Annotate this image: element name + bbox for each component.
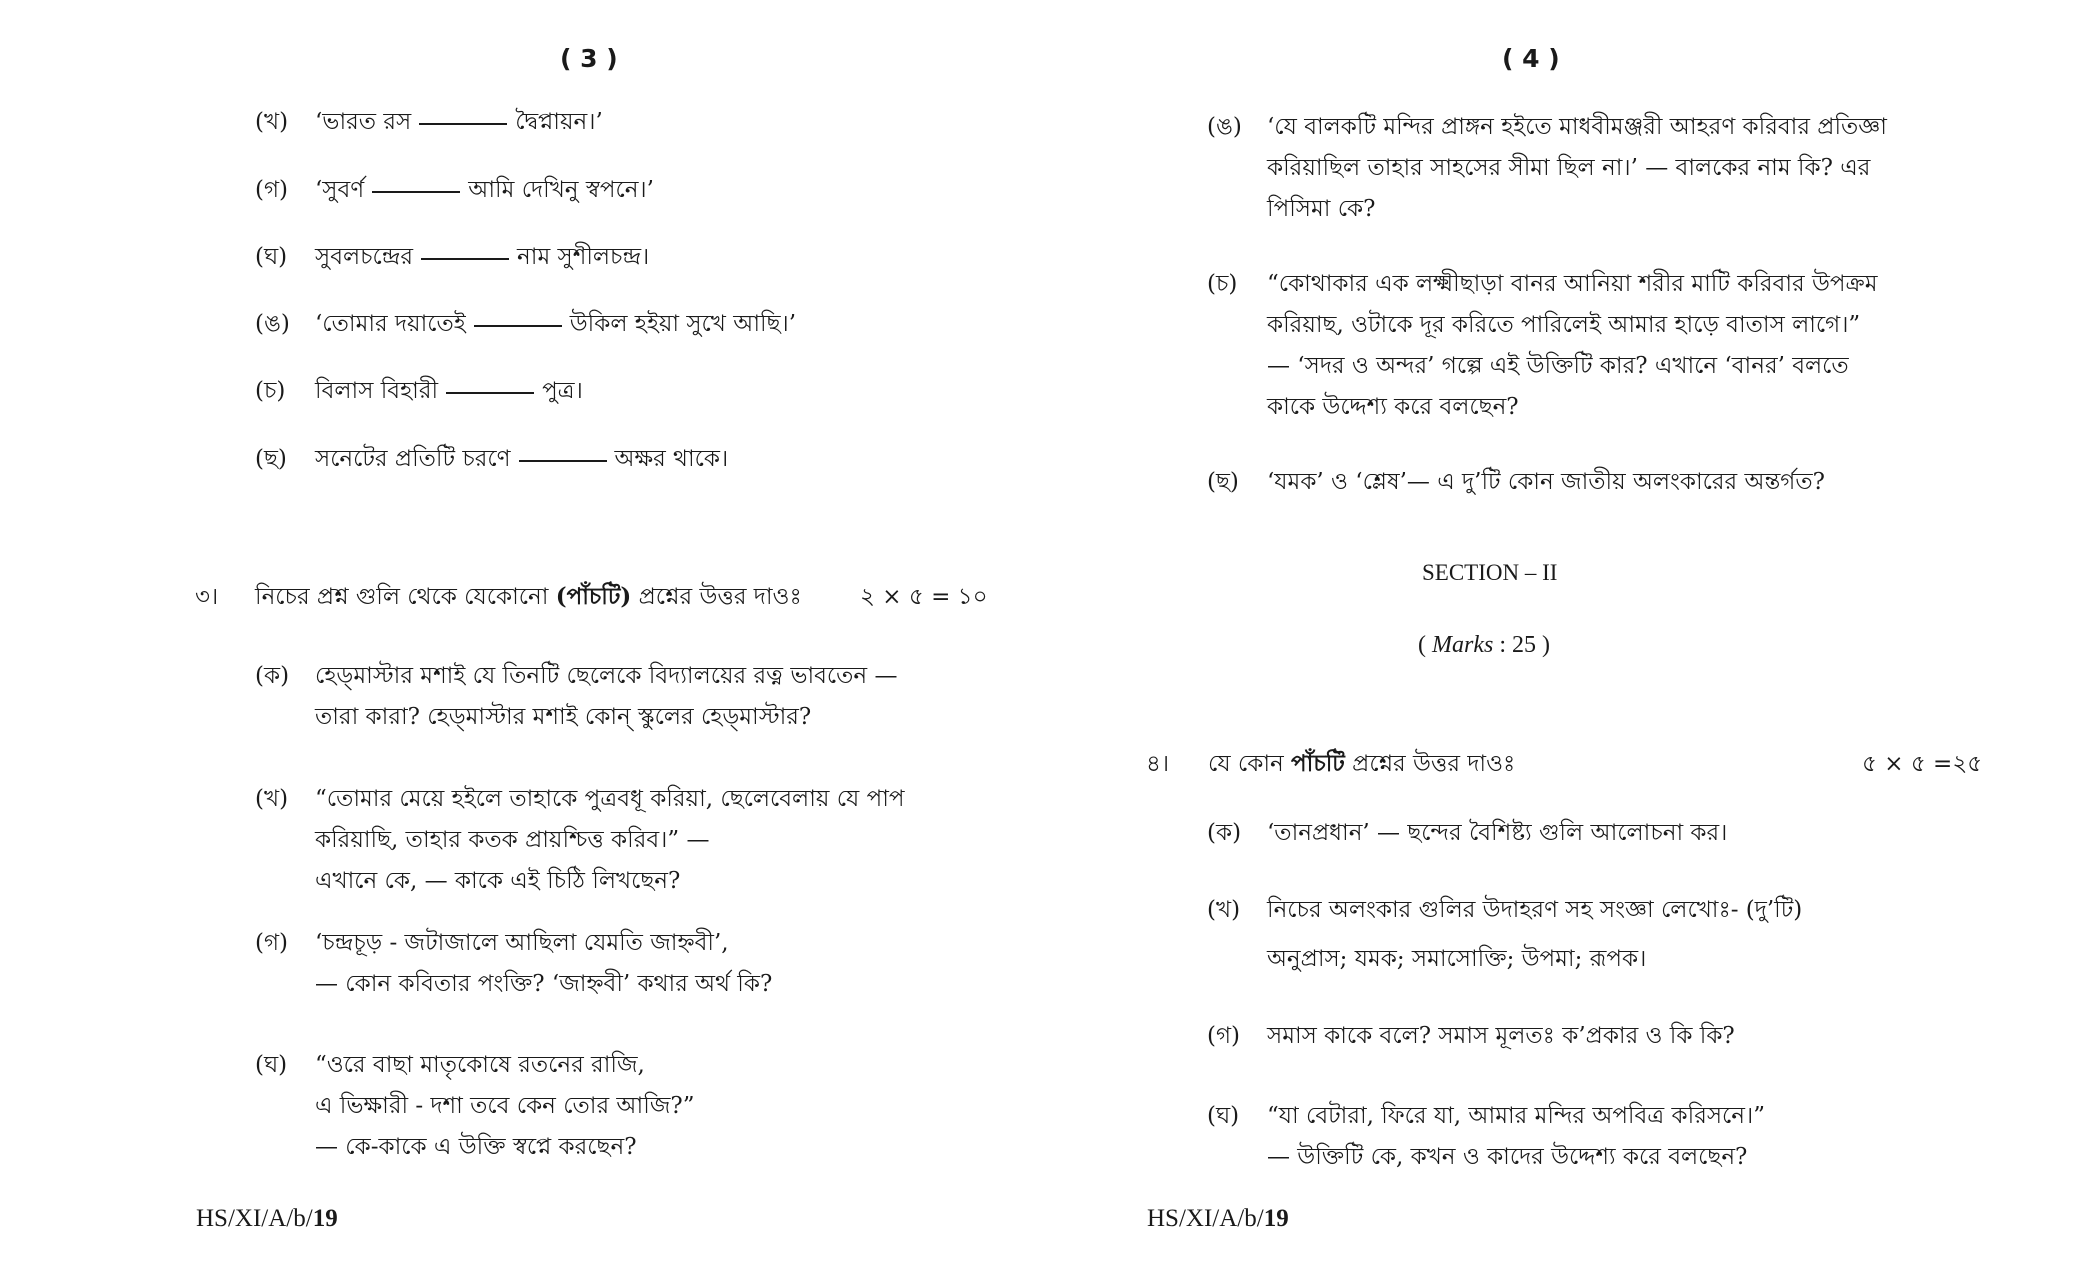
- page-right: [1050, 0, 2100, 1275]
- item-line: সমাস কাকে বলে? সমাস মূলতঃ ক’প্রকার ও কি কি?: [1267, 1023, 1735, 1049]
- item-label: (খ): [255, 786, 289, 812]
- item-label: (গ): [1207, 1023, 1241, 1049]
- item-line: ‘চন্দ্রচূড় - জটাজালে আছিলা যেমতি জাহ্নবী’,: [315, 930, 729, 956]
- item-line: এ ভিক্ষারী - দশা তবে কেন তোর আজি?”: [315, 1093, 695, 1119]
- item-line: অনুপ্রাস; যমক; সমাসোক্তি; উপমা; রূপক।: [1267, 946, 1647, 972]
- question-marks: ২ × ৫ = ১০: [860, 584, 988, 610]
- item-line: “যা বেটারা, ফিরে যা, আমার মন্দির অপবিত্র করিসনে।”: [1267, 1103, 1765, 1129]
- item-line: করিয়াছিল তাহার সাহসের সীমা ছিল না।’ — বালকের নাম কি? এর: [1267, 155, 1871, 181]
- section-title: SECTION – II: [1422, 560, 1558, 585]
- item-label: (ক): [255, 663, 290, 689]
- item-line: “ওরে বাছা মাতৃকোষে রতনের রাজি,: [315, 1052, 645, 1078]
- item-label: (ঘ): [255, 1052, 288, 1078]
- item-line: হেড্‌মাস্টার মশাই যে তিনটি ছেলেকে বিদ্যালয়ের রত্ন ভাবতেন —: [315, 663, 898, 689]
- item-text-pre: সনেটের প্রতিটি চরণে: [315, 446, 511, 472]
- item-text-post: পুত্র।: [542, 378, 583, 404]
- item-text-pre: ‘ভারত রস: [315, 109, 412, 135]
- item-label: (খ): [255, 109, 289, 135]
- item-text-post: দ্বৈপ্নায়ন।’: [515, 109, 603, 135]
- item-label: (ঙ): [1207, 114, 1242, 140]
- item-text-pre: বিলাস বিহারী: [315, 378, 439, 404]
- item-line: করিয়াছি, তাহার কতক প্রায়শ্চিত্ত করিব।” —: [315, 827, 710, 853]
- page-footer: HS/XI/A/b/19: [196, 1205, 338, 1232]
- item-label: (চ): [255, 378, 286, 404]
- question-text: যে কোন পাঁচটি প্রশ্নের উত্তর দাওঃ: [1208, 750, 1516, 777]
- item-label: (খ): [1207, 897, 1241, 923]
- item-text-pre: সুবলচন্দ্রের: [315, 244, 414, 270]
- blank-line: [446, 391, 534, 394]
- blank-line: [421, 257, 509, 260]
- item-line: “তোমার মেয়ে হইলে তাহাকে পুত্রবধূ করিয়া, ছেলেবেলায় যে পাপ: [315, 786, 905, 812]
- item-label: (ঙ): [255, 311, 290, 337]
- item-line: — কোন কবিতার পংক্তি? ‘জাহ্নবী’ কথার অর্থ কি?: [315, 971, 773, 997]
- item-label: (ঘ): [1207, 1103, 1240, 1129]
- item-text-post: নাম সুশীলচন্দ্র।: [517, 244, 650, 270]
- question-number: ৪।: [1146, 751, 1170, 777]
- item-line: “কোথাকার এক লক্ষ্মীছাড়া বানর আনিয়া শরীর মাটি করিবার উপক্রম: [1267, 271, 1878, 297]
- item-line: তারা কারা? হেড্‌মাস্টার মশাই কোন্ স্কুলের হেড্‌মাস্টার?: [315, 704, 812, 730]
- item-label: (গ): [255, 930, 289, 956]
- item-text-pre: ‘সুবর্ণ: [315, 177, 365, 203]
- question-4-heading: [1146, 745, 2006, 785]
- blank-line: [372, 190, 460, 193]
- item-line: — উক্তিটি কে, কখন ও কাদের উদ্দেশ্য করে বলছেন?: [1267, 1144, 1748, 1170]
- blank-line: [474, 324, 562, 327]
- item-line: — কে-কাকে এ উক্তি স্বপ্নে করছেন?: [315, 1134, 637, 1160]
- item-line: নিচের অলংকার গুলির উদাহরণ সহ সংজ্ঞা লেখোঃ- (দু’টি): [1267, 897, 1803, 923]
- item-text-post: আমি দেখিনু স্বপনে।’: [468, 177, 654, 203]
- item-line: কাকে উদ্দেশ্য করে বলছেন?: [1267, 394, 1519, 420]
- item-text-pre: ‘তোমার দয়াতেই: [315, 311, 466, 337]
- item-line: — ‘সদর ও অন্দর’ গল্পে এই উক্তিটি কার? এখানে ‘বানর’ বলতে: [1267, 353, 1849, 379]
- item-label: (গ): [255, 177, 289, 203]
- page-footer: HS/XI/A/b/19: [1147, 1205, 1289, 1232]
- blank-line: [419, 122, 507, 125]
- item-label: (ছ): [1207, 469, 1239, 495]
- item-text-post: অক্ষর থাকে।: [614, 446, 729, 472]
- question-3-heading: [195, 578, 988, 618]
- blank-line: [519, 459, 607, 462]
- question-marks: ৫ × ৫ =২৫: [1862, 751, 1983, 777]
- item-line: এখানে কে, — কাকে এই চিঠি লিখছেন?: [315, 868, 681, 894]
- section-marks: ( Marks : 25 ): [1418, 632, 1550, 658]
- item-label: (চ): [1207, 271, 1238, 297]
- page-number: ( 4 ): [1502, 44, 1560, 73]
- item-label: (ঘ): [255, 244, 288, 270]
- question-number: ৩।: [195, 584, 219, 610]
- question-text: নিচের প্রশ্ন গুলি থেকে যেকোনো (পাঁচটি) প্রশ্নের উত্তর দাওঃ: [255, 583, 802, 610]
- item-line: করিয়াছ, ওটাকে দূর করিতে পারিলেই আমার হাড়ে বাতাস লাগে।”: [1267, 312, 1861, 338]
- item-text-post: উকিল হইয়া সুখে আছি।’: [569, 311, 797, 337]
- item-line: ‘তানপ্রধান’ — ছন্দের বৈশিষ্ট্য গুলি আলোচনা কর।: [1267, 820, 1728, 846]
- item-line: ‘যমক’ ও ‘শ্লেষ’— এ দু’টি কোন জাতীয় অলংকারের অন্তর্গত?: [1267, 469, 1825, 495]
- page-number: ( 3 ): [560, 44, 618, 73]
- item-line: পিসিমা কে?: [1267, 196, 1376, 222]
- item-label: (ছ): [255, 446, 287, 472]
- item-line: ‘যে বালকটি মন্দির প্রাঙ্গন হইতে মাধবীমঞ্জরী আহরণ করিবার প্রতিজ্ঞা: [1267, 114, 1887, 140]
- item-label: (ক): [1207, 820, 1242, 846]
